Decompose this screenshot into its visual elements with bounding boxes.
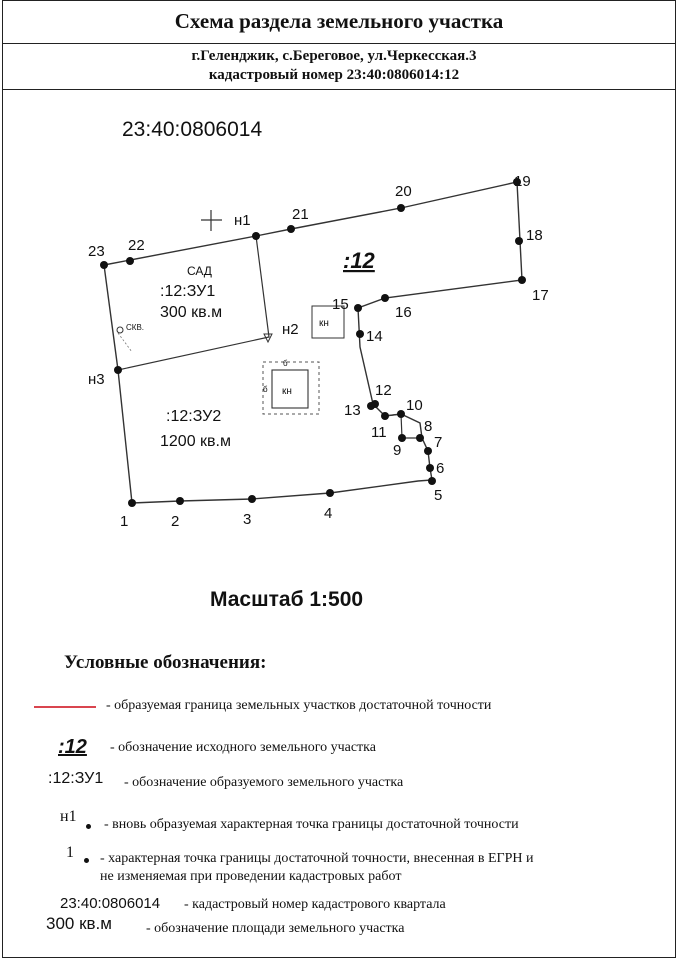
legend-point-dot bbox=[84, 858, 89, 863]
point-21 bbox=[287, 225, 295, 233]
outer-boundary bbox=[104, 182, 522, 503]
point-7 bbox=[424, 447, 432, 455]
label-point-6: 6 bbox=[436, 460, 445, 477]
label-point-11: 11 bbox=[371, 424, 387, 441]
legend-point-text-1: - характерная точка границы достаточной точности, внесенная в ЕГРН и bbox=[100, 851, 534, 866]
label-point-21: 21 bbox=[292, 206, 309, 223]
legend-heading: Условные обозначения: bbox=[64, 652, 267, 673]
parcel-scheme bbox=[0, 90, 680, 550]
building-2-dim-left: б bbox=[263, 385, 268, 394]
label-point-12: 12 bbox=[375, 382, 392, 399]
point-23 bbox=[100, 261, 108, 269]
legend-source-symbol: :12 bbox=[58, 736, 87, 758]
legend-point-symbol: 1 bbox=[66, 844, 74, 861]
point-17 bbox=[518, 276, 526, 284]
label-point-13: 13 bbox=[344, 402, 361, 419]
boundary-points bbox=[100, 178, 526, 507]
legend-source-text: - обозначение исходного земельного участка bbox=[110, 740, 376, 755]
point-15 bbox=[354, 304, 362, 312]
point-n1 bbox=[252, 232, 260, 240]
label-point-20: 20 bbox=[395, 183, 412, 200]
label-point-1: 1 bbox=[120, 513, 129, 530]
legend-newpoint-text: - вновь образуемая характерная точка границы достаточной точности bbox=[104, 817, 519, 832]
legend-new-text: - обозначение образуемого земельного участка bbox=[124, 775, 404, 790]
label-point-n1: н1 bbox=[234, 212, 251, 229]
point-18 bbox=[515, 237, 523, 245]
point-4 bbox=[326, 489, 334, 497]
zu1-top-label: САД bbox=[187, 264, 212, 278]
legend-newpoint-dot bbox=[86, 824, 91, 829]
label-point-2: 2 bbox=[171, 513, 180, 530]
well-label: СКВ. bbox=[126, 323, 144, 332]
label-point-15: 15 bbox=[332, 296, 349, 313]
address-block bbox=[2, 44, 676, 90]
label-point-16: 16 bbox=[395, 304, 412, 321]
legend-boundary-line bbox=[34, 706, 96, 708]
point-2 bbox=[176, 497, 184, 505]
scale-label: Масштаб 1:500 bbox=[210, 588, 364, 611]
legend-boundary-text: - образуемая граница земельных участков достаточной точности bbox=[106, 698, 492, 713]
point-9 bbox=[398, 434, 406, 442]
point-3 bbox=[248, 495, 256, 503]
legend-quarter-symbol: 23:40:0806014 bbox=[60, 895, 161, 912]
legend-quarter-text: - кадастровый номер кадастрового квартала bbox=[184, 897, 446, 912]
point-14 bbox=[356, 330, 364, 338]
address-line: г.Геленджик, с.Береговое, ул.Черкесская.3 bbox=[191, 48, 477, 64]
legend-newpoint-symbol: н1 bbox=[60, 808, 77, 825]
source-parcel-label: :12 bbox=[343, 248, 375, 273]
hatch-line bbox=[118, 333, 132, 352]
point-22 bbox=[126, 257, 134, 265]
label-point-22: 22 bbox=[128, 237, 145, 254]
point-13 bbox=[367, 402, 375, 410]
label-point-10: 10 bbox=[406, 397, 423, 414]
well-icon bbox=[117, 327, 123, 333]
point-5 bbox=[428, 477, 436, 485]
label-point-5: 5 bbox=[434, 487, 443, 504]
quarter-number: 23:40:0806014 bbox=[122, 118, 263, 141]
zu1-area: 300 кв.м bbox=[160, 304, 223, 321]
label-point-3: 3 bbox=[243, 511, 252, 528]
point-16 bbox=[381, 294, 389, 302]
label-point-7: 7 bbox=[434, 434, 443, 451]
division-line bbox=[118, 236, 269, 370]
label-point-17: 17 bbox=[532, 287, 549, 304]
point-8 bbox=[416, 434, 424, 442]
label-point-9: 9 bbox=[393, 442, 402, 459]
label-point-23: 23 bbox=[88, 243, 105, 260]
legend-area-text: - обозначение площади земельного участка bbox=[146, 921, 405, 936]
zu2-area: 1200 кв.м bbox=[160, 433, 231, 450]
label-point-14: 14 bbox=[366, 328, 383, 345]
label-point-n2: н2 bbox=[282, 321, 299, 338]
legend-new-symbol: :12:ЗУ1 bbox=[48, 770, 104, 787]
building-2-label: кн bbox=[282, 386, 292, 397]
building-1-label: кн bbox=[319, 318, 329, 329]
label-point-8: 8 bbox=[424, 418, 433, 435]
cadastral-line: кадастровый номер 23:40:0806014:12 bbox=[208, 67, 460, 83]
point-20 bbox=[397, 204, 405, 212]
zu1-name: :12:ЗУ1 bbox=[160, 283, 216, 300]
legend-area-symbol: 300 кв.м bbox=[46, 914, 112, 933]
label-point-19: 19 bbox=[514, 173, 531, 190]
point-1 bbox=[128, 499, 136, 507]
label-point-18: 18 bbox=[526, 227, 543, 244]
zu2-name: :12:ЗУ2 bbox=[166, 408, 222, 425]
point-n3 bbox=[114, 366, 122, 374]
legend-point-text-2: не изменяемая при проведении кадастровых работ bbox=[100, 869, 402, 884]
point-6 bbox=[426, 464, 434, 472]
page-title: Схема раздела земельного участка bbox=[2, 0, 676, 44]
label-point-4: 4 bbox=[324, 505, 333, 522]
label-point-n3: н3 bbox=[88, 371, 105, 388]
point-10 bbox=[397, 410, 405, 418]
building-2-dim-top: б bbox=[283, 359, 288, 368]
point-11 bbox=[381, 412, 389, 420]
